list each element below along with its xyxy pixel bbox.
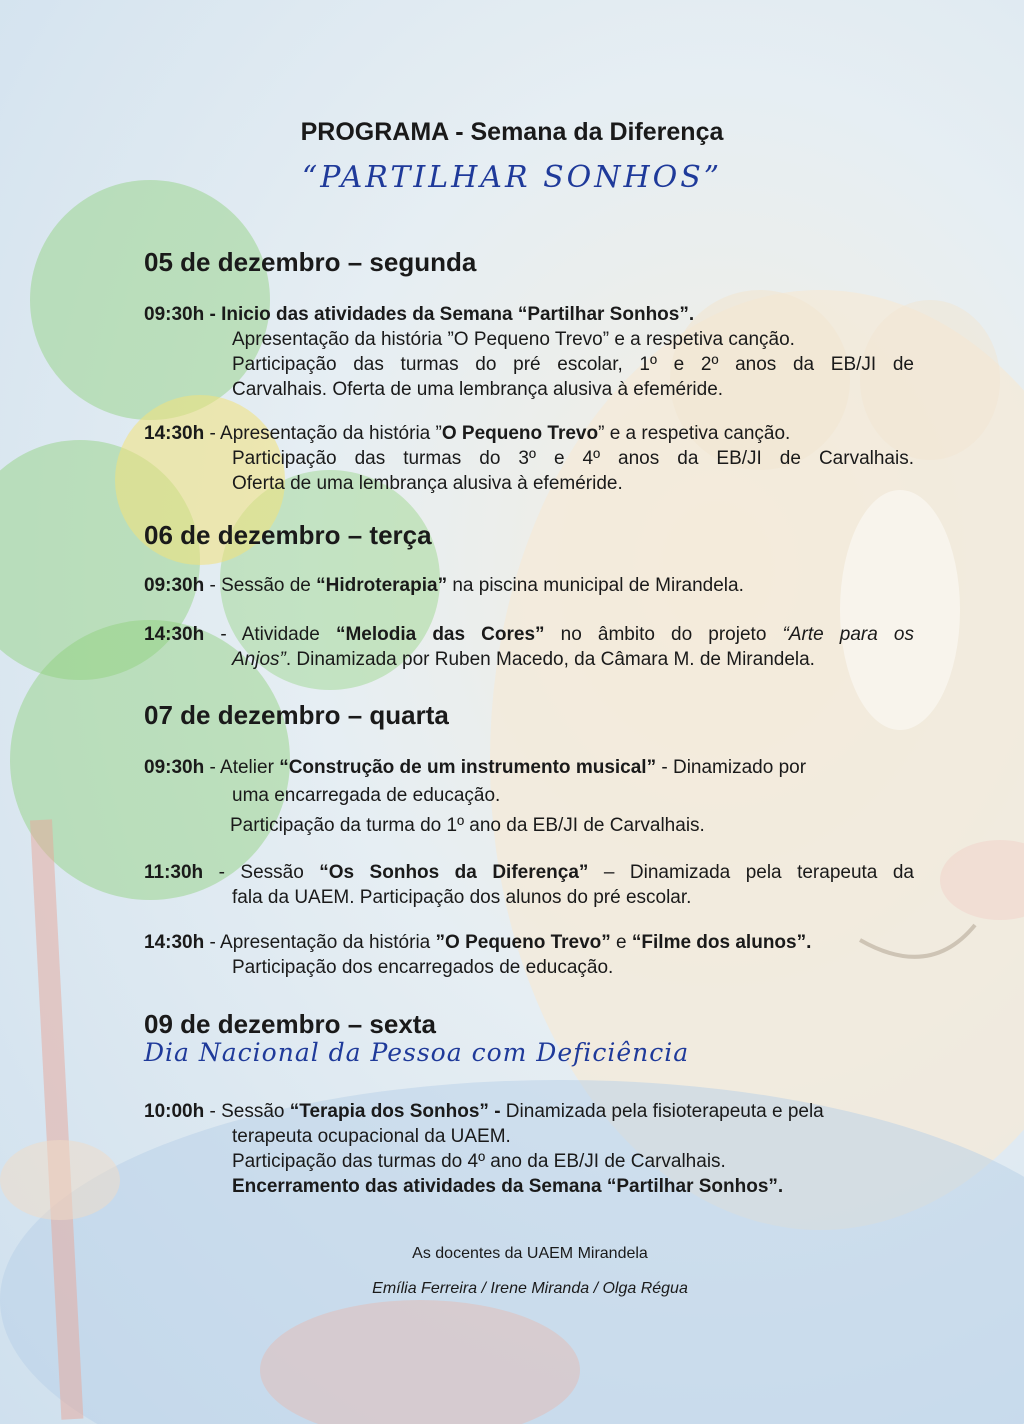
- entry-highlight: “Melodia das Cores”: [335, 624, 545, 645]
- schedule-entry: [144, 755, 914, 838]
- entry-text: . Dinamizada por Ruben Macedo, da Câmara M. de Mirandela.: [285, 649, 815, 670]
- schedule-entry: [144, 1099, 914, 1199]
- entry-text: uma encarregada de educação.: [232, 785, 501, 806]
- entry-time: 14:30h: [144, 932, 205, 953]
- entry-text: no âmbito do projeto: [544, 624, 783, 645]
- schedule-entry: [144, 622, 914, 672]
- page-subtitle: “PARTILHAR SONHOS”: [301, 160, 723, 195]
- entry-text: Participação da turma do 1º ano da EB/JI de Carvalhais.: [230, 815, 705, 836]
- schedule-entry: [144, 860, 914, 910]
- entry-time: 09:30h: [144, 757, 205, 778]
- entry-highlight: ”O Pequeno Trevo”: [435, 932, 611, 953]
- entry-text: Participação das turmas do 3º e 4º anos da EB/JI de Carvalhais.: [232, 448, 914, 469]
- entry-text: - Sessão: [204, 1101, 290, 1122]
- entry-highlight: “Terapia dos Sonhos” -: [289, 1101, 501, 1122]
- entry-text: - Sessão de: [204, 575, 317, 596]
- entry-time: 14:30h: [144, 624, 205, 645]
- day-heading: 05 de dezembro – segunda: [144, 247, 477, 277]
- entry-time: 10:00h: [144, 1101, 205, 1122]
- day-heading: 07 de dezembro – quarta: [144, 700, 449, 730]
- entry-text: terapeuta ocupacional da UAEM.: [232, 1126, 511, 1147]
- entry-time: 11:30h: [144, 862, 204, 883]
- schedule-entry: [144, 573, 914, 598]
- entry-text: Participação das turmas do pré escolar, 1º e 2º anos da EB/JI de: [232, 354, 914, 375]
- entry-text: na piscina municipal de Mirandela.: [447, 575, 744, 596]
- entry-project-name: Anjos”: [232, 649, 286, 670]
- entry-text: Oferta de uma lembrança alusiva à efeméride.: [232, 473, 623, 494]
- entry-text: - Atividade: [204, 624, 336, 645]
- signature-names: Emília Ferreira / Irene Miranda / Olga Régua: [372, 1280, 688, 1297]
- schedule-entry: [144, 302, 914, 402]
- entry-text: - Apresentação da história: [204, 932, 436, 953]
- page-title: PROGRAMA - Semana da Diferença: [300, 118, 724, 146]
- entry-text: Apresentação da história ”O Pequeno Trevo” e a respetiva canção.: [232, 329, 795, 350]
- entry-text: - Inicio das atividades da Semana “Partilhar Sonhos”.: [204, 304, 695, 325]
- entry-text: e: [610, 932, 632, 953]
- entry-project-name: “Arte para os: [782, 624, 914, 645]
- entry-text: - Sessão: [203, 862, 320, 883]
- entry-time: 14:30h: [144, 423, 205, 444]
- entry-highlight: “Hidroterapia”: [316, 575, 448, 596]
- schedule-entry: [144, 421, 914, 496]
- entry-closing: Encerramento das atividades da Semana “Partilhar Sonhos”.: [232, 1176, 784, 1197]
- schedule-entry: [144, 930, 914, 980]
- entry-text: Participação das turmas do 4º ano da EB/JI de Carvalhais.: [232, 1151, 726, 1172]
- entry-time: 09:30h: [144, 304, 205, 325]
- entry-text: - Dinamizado por: [656, 757, 807, 778]
- day-heading: 06 de dezembro – terça: [144, 520, 432, 550]
- special-day-title: Dia Nacional da Pessoa com Deficiência: [144, 1038, 690, 1067]
- entry-text: - Apresentação da história ”: [204, 423, 442, 444]
- entry-time: 09:30h: [144, 575, 205, 596]
- entry-text: Carvalhais. Oferta de uma lembrança alusiva à efeméride.: [232, 379, 724, 400]
- entry-text: ” e a respetiva canção.: [598, 423, 791, 444]
- entry-text: Dinamizada pela fisioterapeuta e pela: [500, 1101, 824, 1122]
- entry-highlight: “Construção de um instrumento musical”: [279, 757, 657, 778]
- entry-text: - Atelier: [204, 757, 280, 778]
- entry-highlight: “Os Sonhos da Diferença”: [319, 862, 589, 883]
- entry-text: Participação dos encarregados de educação.: [232, 957, 614, 978]
- entry-highlight: “Filme dos alunos”.: [631, 932, 812, 953]
- entry-text: – Dinamizada pela terapeuta da: [588, 862, 914, 883]
- signature-line: As docentes da UAEM Mirandela: [412, 1245, 648, 1262]
- day-heading: 09 de dezembro – sexta: [144, 1009, 436, 1039]
- entry-text: fala da UAEM. Participação dos alunos do pré escolar.: [232, 887, 692, 908]
- entry-highlight: O Pequeno Trevo: [441, 423, 599, 444]
